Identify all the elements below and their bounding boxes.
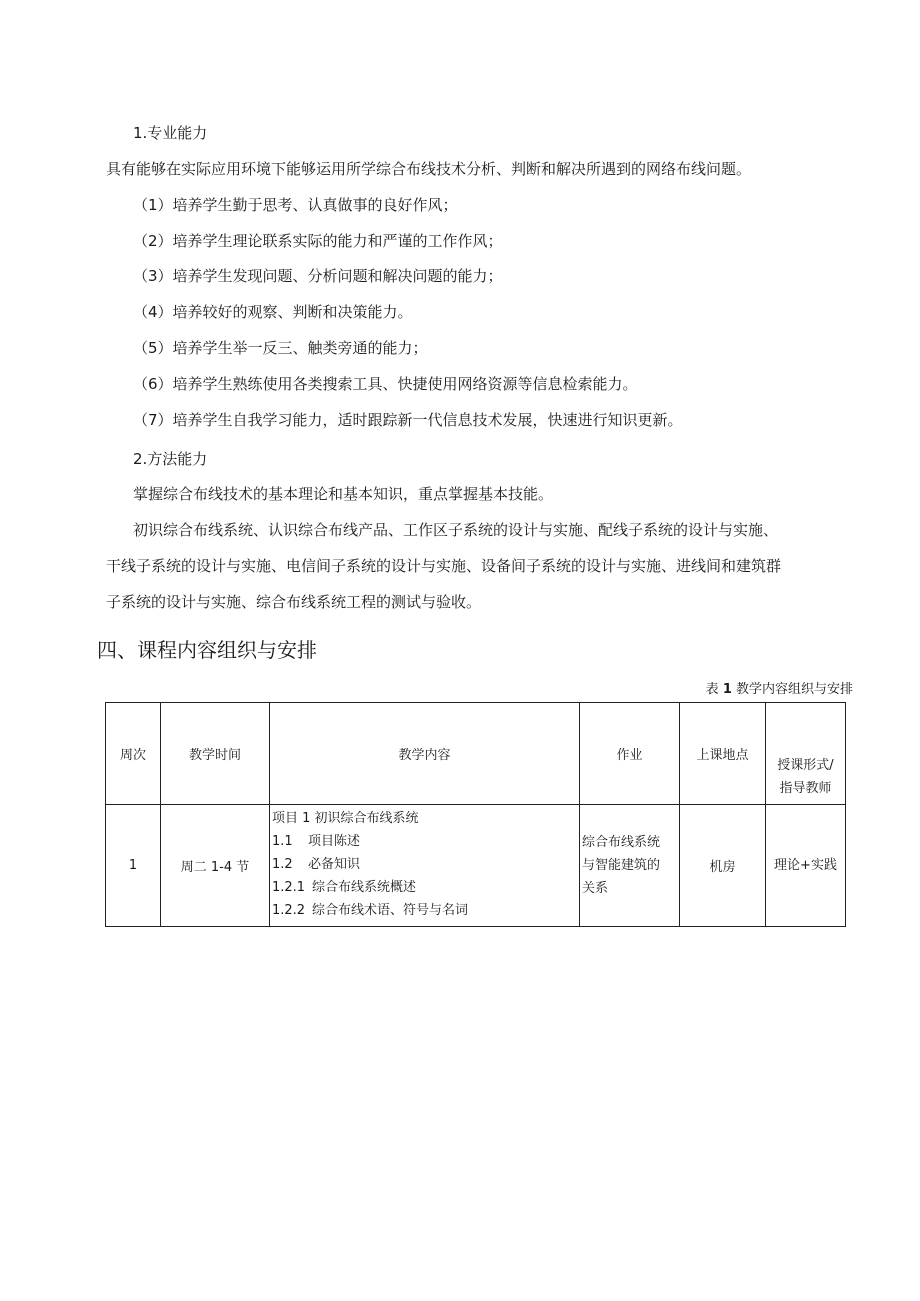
heading-professional-ability: 1.专业能力 [133,124,208,142]
cell-form: 理论+实践 [766,805,846,927]
list-item: （5）培养学生举一反三、触类旁通的能力； [133,339,428,357]
list-item: （3）培养学生发现问题、分析问题和解决问题的能力； [133,267,503,285]
table-row [106,805,846,927]
header-homework: 作业 [580,703,680,805]
cell-homework: 综合布线系统 与智能建筑的 关系 [580,805,680,927]
table-header-row [106,703,846,805]
header-form: 授课形式/ 指导教师 [766,703,846,805]
content-item: 1.2.1 综合布线系统概述 [272,880,417,895]
paragraph-text: 初识综合布线系统、认识综合布线产品、工作区子系统的设计与实施、配线子系统的设计与实施、 [133,521,779,539]
cell-location: 机房 [680,805,766,927]
paragraph-text: 干线子系统的设计与实施、电信间子系统的设计与实施、设备间子系统的设计与实施、进线间和建筑群 [106,557,782,575]
content-item: 1.2.2 综合布线术语、符号与名词 [272,903,469,918]
paragraph-text: 子系统的设计与实施、综合布线系统工程的测试与验收。 [106,593,482,611]
header-content: 教学内容 [270,703,580,805]
table-caption: 表 1 教学内容组织与安排 [705,682,853,697]
header-week: 周次 [106,703,161,805]
paragraph-text: 掌握综合布线技术的基本理论和基本知识，重点掌握基本技能。 [133,485,554,503]
content-title: 项目 1 初识综合布线系统 [272,811,419,826]
cell-content [270,805,580,927]
header-location: 上课地点 [680,703,766,805]
cell-time: 周二 1-4 节 [161,805,270,927]
content-item: 1.1 项目陈述 [272,834,361,849]
course-schedule-table [105,702,846,927]
cell-week: 1 [106,805,161,927]
header-time: 教学时间 [161,703,270,805]
section-title: 四、课程内容组织与安排 [97,638,317,662]
list-item: （1）培养学生勤于思考、认真做事的良好作风； [133,196,458,214]
heading-method-ability: 2.方法能力 [133,450,208,468]
content-item: 1.2 必备知识 [272,857,361,872]
list-item: （2）培养学生理论联系实际的能力和严谨的工作作风； [133,232,503,250]
paragraph-text: 具有能够在实际应用环境下能够运用所学综合布线技术分析、判断和解决所遇到的网络布线问题。 [106,160,752,178]
list-item: （7）培养学生自我学习能力，适时跟踪新一代信息技术发展，快速进行知识更新。 [133,411,683,429]
list-item: （6）培养学生熟练使用各类搜索工具、快捷使用网络资源等信息检索能力。 [133,375,638,393]
list-item: （4）培养较好的观察、判断和决策能力。 [133,303,413,321]
